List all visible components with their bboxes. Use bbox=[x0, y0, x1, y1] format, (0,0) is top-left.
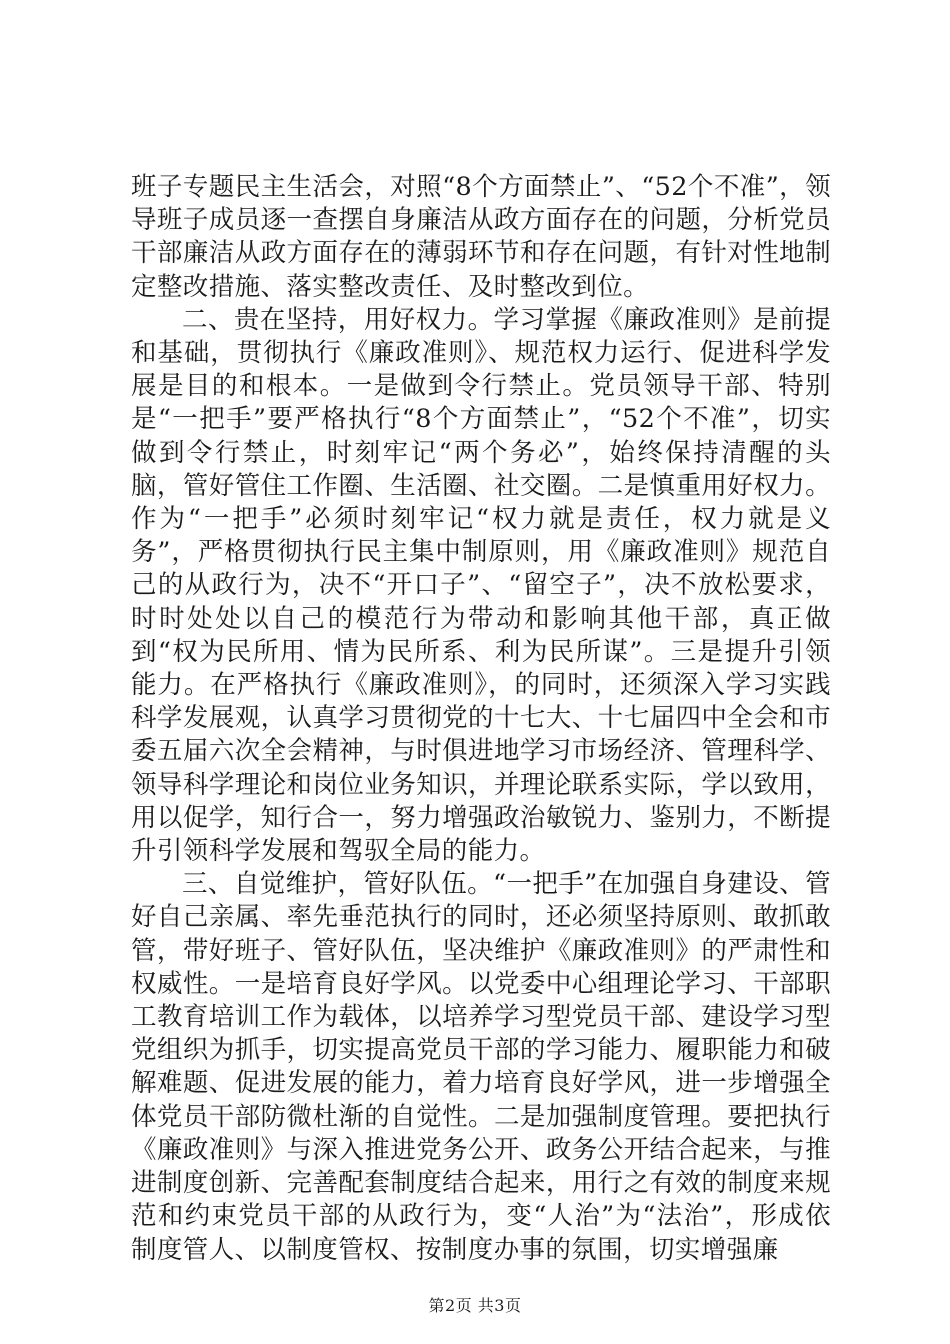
paragraph-section-two: 二、贵在坚持，用好权力。学习掌握《廉政准则》是前提和基础，贯彻执行《廉政准则》、规范权力运行、促进科学发展是目的和根本。一是做到令行禁止。党员领导干部、特别是“一把手”要严格执行“8个方面禁止”，“52个不准”，切实做到令行禁止，时刻牢记“两个务必”，始终保持清醒的头脑，管好管住工作圈、生活圈、社交圈。二是慎重用好权力。作为“一把手”必须时刻牢记“权力就是责任，权力就是义务”，严格贯彻执行民主集中制原则，用《廉政准则》规范自己的从政行为，决不“开口子”、“留空子”，决不放松要求，时时处处以自己的模范行为带动和影响其他干部，真正做到“权为民所用、情为民所系、利为民所谋”。三是提升引领能力。在严格执行《廉政准则》，的同时，还须深入学习实践科学发展观，认真学习贯彻党的十七大、十七届四中全会和市委五届六次全会精神，与时俱进地学习市场经济、管理科学、领导科学理论和岗位业务知识，并理论联系实际，学以致用，用以促学，知行合一，努力增强政治敏锐力、鉴别力，不断提升引领科学发展和驾驭全局的能力。 bbox=[131, 304, 831, 867]
paragraph-continuation: 班子专题民主生活会，对照“8个方面禁止”、“52个不准”，领导班子成员逐一查摆自身廉洁从政方面存在的问题，分析党员干部廉洁从政方面存在的薄弱环节和存在问题，有针对性地制定整改措施、落实整改责任、及时整改到位。 bbox=[131, 172, 831, 302]
page-footer: 第2页 共3页 bbox=[428, 1296, 522, 1315]
document-body bbox=[131, 171, 831, 1267]
paragraph-section-three: 三、自觉维护，管好队伍。“一把手”在加强自身建设、管好自己亲属、率先垂范执行的同时，还必须坚持原则、敢抓敢管，带好班子、管好队伍，坚决维护《廉政准则》的严肃性和权威性。一是培育良好学风。以党委中心组理论学习、干部职工教育培训工作为载体，以培养学习型党员干部、建设学习型党组织为抓手，切实提高党员干部的学习能力、履职能力和破解难题、促进发展的能力，着力培育良好学风，进一步增强全体党员干部防微杜渐的自觉性。二是加强制度管理。要把执行《廉政准则》与深入推进党务公开、政务公开结合起来，与推进制度创新、完善配套制度结合起来，用行之有效的制度来规范和约束党员干部的从政行为，变“人治”为“法治”，形成依制度管人、以制度管权、按制度办事的氛围，切实增强廉 bbox=[131, 869, 831, 1265]
